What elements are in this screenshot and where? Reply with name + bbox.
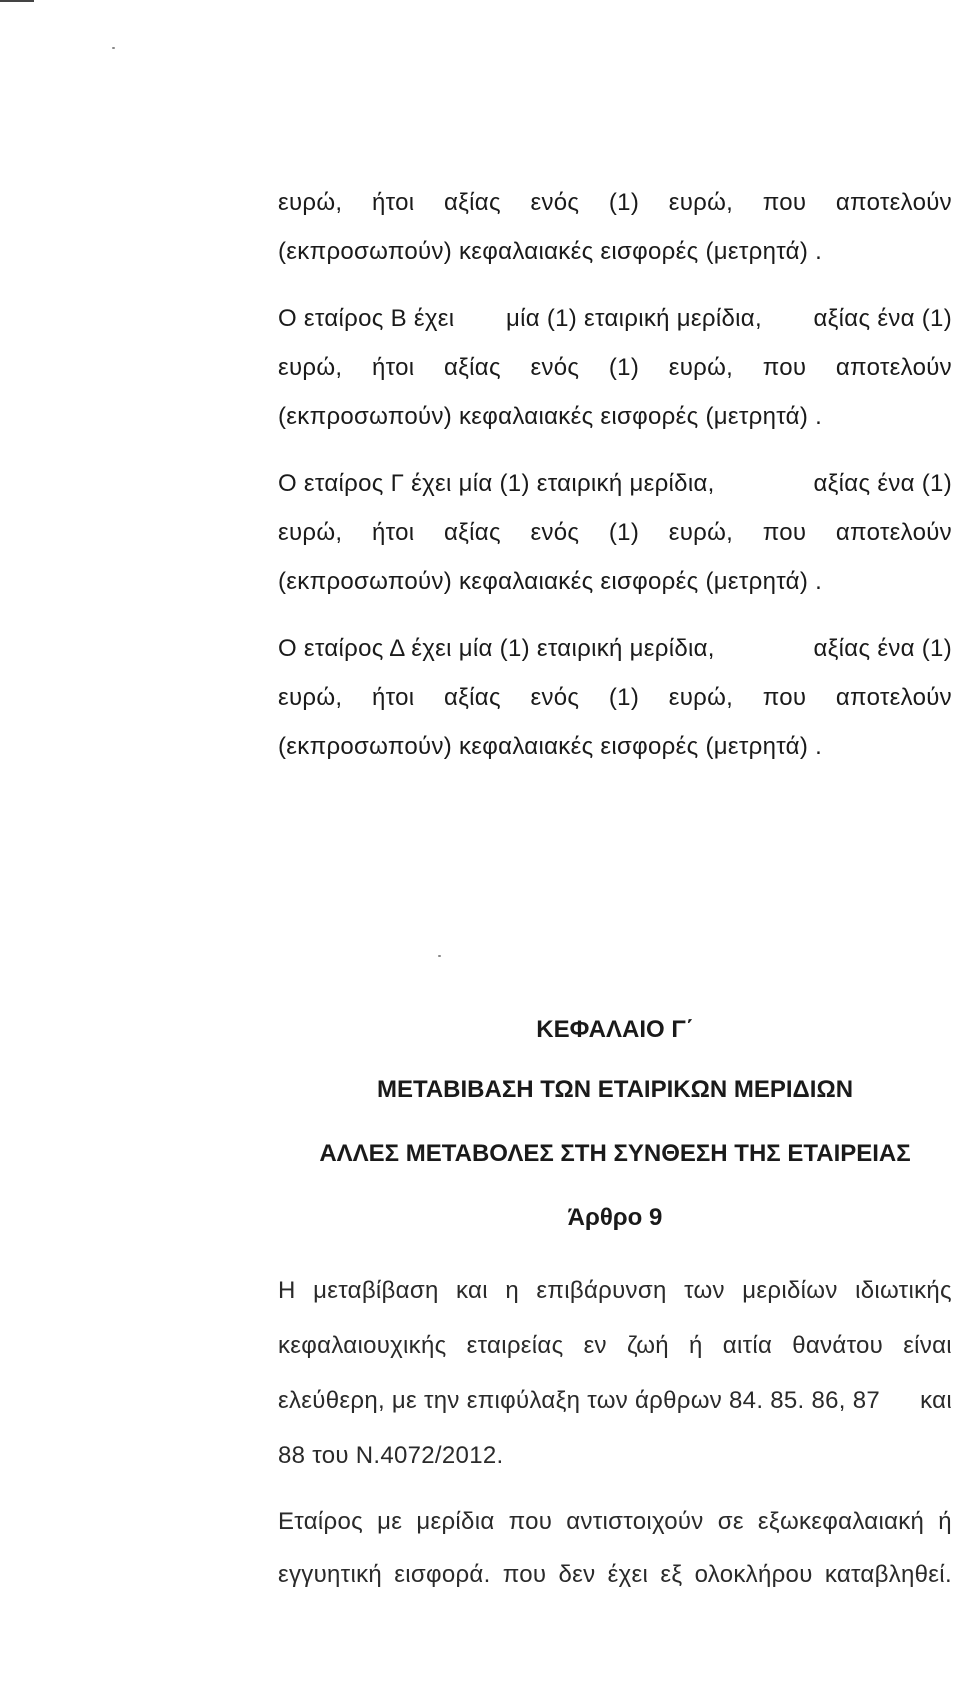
chapter-subtitle-1: ΜΕΤΑΒΙΒΑΣΗ ΤΩΝ ΕΤΑΙΡΙΚΩΝ ΜΕΡΙΔΙΩΝ: [376, 1076, 854, 1103]
text-line: [278, 353, 952, 383]
text-segment: εισφορά.: [394, 1561, 491, 1588]
text-segment: ενός: [530, 684, 580, 711]
text-segment: (1): [608, 354, 640, 381]
text-line: [278, 237, 952, 267]
text-line: [278, 1507, 952, 1537]
text-line: [278, 188, 952, 218]
text-segment: Η: [278, 1277, 296, 1304]
article-heading: Άρθρο 9: [567, 1204, 663, 1231]
text-segment: ζωή: [626, 1332, 669, 1359]
text-line: [278, 1276, 952, 1306]
text-line: [278, 567, 952, 597]
text-segment: ενός: [530, 354, 580, 381]
text-segment: αξίας ένα (1): [813, 635, 952, 662]
text-segment: αξίας ένα (1): [813, 305, 952, 332]
text-segment: που: [762, 684, 807, 711]
text-segment: (1): [608, 519, 640, 546]
text-segment: αποτελούν: [835, 684, 952, 711]
text-segment: ολοκλήρου: [694, 1561, 813, 1588]
text-segment: είναι: [903, 1332, 952, 1359]
chapter-subtitle-2: ΑΛΛΕΣ ΜΕΤΑΒΟΛΕΣ ΣΤΗ ΣΥΝΘΕΣΗ ΤΗΣ ΕΤΑΙΡΕΙΑΣ: [319, 1140, 911, 1167]
text-segment: ευρώ,: [668, 519, 734, 546]
text-segment: αποτελούν: [835, 519, 952, 546]
text-segment: καταβληθεί.: [824, 1561, 952, 1588]
text-segment: η: [505, 1277, 519, 1304]
text-segment: ιδιωτικής: [855, 1277, 952, 1304]
text-line: [278, 304, 952, 334]
scan-speck: [438, 955, 441, 957]
text-segment: ήτοι: [371, 354, 415, 381]
text-line: [278, 1386, 952, 1416]
text-segment: που: [762, 189, 807, 216]
text-segment: εξωκεφαλαιακή: [757, 1508, 925, 1535]
text-segment: (εκπροσωπούν) κεφαλαιακές εισφορές (μετρητά) .: [278, 238, 823, 265]
text-segment: (1): [608, 189, 640, 216]
text-segment: αξίας: [443, 189, 501, 216]
text-segment: θανάτου: [792, 1332, 884, 1359]
text-segment: ελεύθερη, με την επιφύλαξη των άρθρων 84. 85. 86, 87: [278, 1387, 881, 1414]
text-segment: των: [684, 1277, 725, 1304]
text-segment: αντιστοιχούν: [566, 1508, 704, 1535]
text-segment: μεταβίβαση: [313, 1277, 439, 1304]
text-segment: (εκπροσωπούν) κεφαλαιακές εισφορές (μετρητά) .: [278, 403, 823, 430]
text-segment: που: [508, 1508, 553, 1535]
text-line: [278, 732, 952, 762]
text-segment: αποτελούν: [835, 189, 952, 216]
text-segment: αξίας ένα (1): [813, 470, 952, 497]
text-segment: ευρώ,: [278, 519, 343, 546]
text-line: [278, 634, 952, 664]
text-segment: ενός: [530, 189, 580, 216]
text-line: [278, 683, 952, 713]
text-line: [278, 1560, 952, 1590]
text-segment: ή: [938, 1508, 952, 1535]
text-segment: (εκπροσωπούν) κεφαλαιακές εισφορές (μετρητά) .: [278, 568, 823, 595]
text-segment: ήτοι: [371, 684, 415, 711]
text-segment: αξίας: [443, 354, 501, 381]
text-segment: με: [377, 1508, 403, 1535]
text-segment: αποτελούν: [835, 354, 952, 381]
text-segment: αξίας: [443, 519, 501, 546]
text-segment: εγγυητική: [278, 1561, 383, 1588]
text-segment: εξ: [660, 1561, 683, 1588]
text-segment: δεν: [558, 1561, 596, 1588]
text-line: [278, 518, 952, 548]
text-segment: μεριδίων: [742, 1277, 838, 1304]
text-segment: ευρώ,: [668, 189, 734, 216]
text-line: [278, 402, 952, 432]
text-segment: ήτοι: [371, 189, 415, 216]
text-segment: έχει: [607, 1561, 649, 1588]
text-segment: ευρώ,: [278, 189, 343, 216]
text-segment: εταιρείας: [466, 1332, 564, 1359]
chapter-title: ΚΕΦΑΛΑΙΟ Γ΄: [536, 1016, 694, 1043]
text-line: [278, 1331, 952, 1361]
text-segment: Ο εταίρος Δ έχει μία (1) εταιρική μερίδια,: [278, 635, 715, 662]
text-segment: Ο εταίρος Γ έχει μία (1) εταιρική μερίδια,: [278, 470, 715, 497]
text-segment: ήτοι: [371, 519, 415, 546]
text-segment: αξίας: [443, 684, 501, 711]
text-segment: ευρώ,: [278, 354, 343, 381]
text-line: [278, 1441, 952, 1471]
text-segment: (1): [608, 684, 640, 711]
text-segment: επιβάρυνση: [536, 1277, 667, 1304]
text-segment: που: [502, 1561, 547, 1588]
text-segment: (εκπροσωπούν) κεφαλαιακές εισφορές (μετρητά) .: [278, 733, 823, 760]
scan-speck: [112, 47, 115, 49]
text-segment: σε: [717, 1508, 744, 1535]
text-segment: Ο εταίρος Β έχει: [278, 305, 455, 332]
text-segment: εν: [583, 1332, 607, 1359]
text-line: [278, 469, 952, 499]
text-segment: κεφαλαιουχικής: [278, 1332, 447, 1359]
text-segment: μία (1) εταιρική μερίδια,: [505, 305, 762, 332]
text-segment: αιτία: [722, 1332, 773, 1359]
text-segment: ευρώ,: [668, 684, 734, 711]
text-segment: Εταίρος: [278, 1508, 364, 1535]
text-segment: ή: [689, 1332, 703, 1359]
text-segment: μερίδια: [416, 1508, 495, 1535]
scan-corner-mark: [0, 0, 34, 2]
text-segment: που: [762, 354, 807, 381]
text-segment: και: [920, 1387, 952, 1414]
text-segment: ενός: [530, 519, 580, 546]
text-segment: ευρώ,: [668, 354, 734, 381]
text-segment: που: [762, 519, 807, 546]
text-segment: 88 του Ν.4072/2012.: [278, 1442, 504, 1469]
text-segment: ευρώ,: [278, 684, 343, 711]
text-segment: και: [456, 1277, 488, 1304]
